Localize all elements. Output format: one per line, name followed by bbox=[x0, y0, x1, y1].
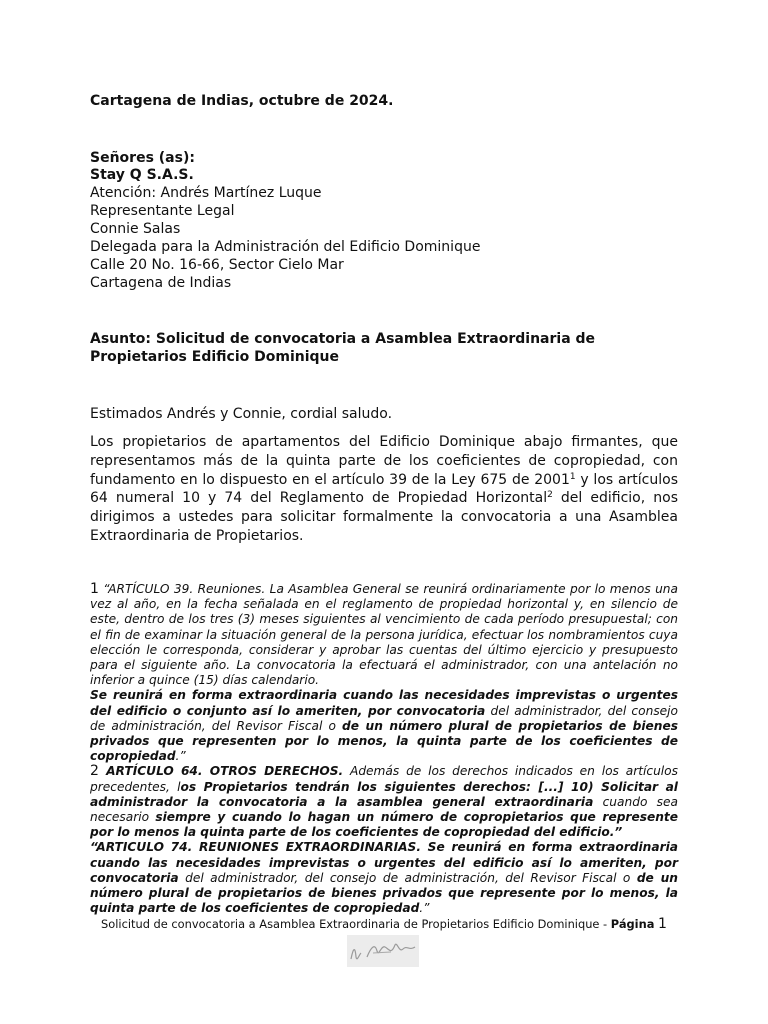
recipient-line: Atención: Andrés Martínez Luque bbox=[90, 185, 322, 201]
signature-scribble bbox=[347, 935, 419, 967]
subject-line-2: Propietarios Edificio Dominique bbox=[90, 349, 339, 365]
footer-page-label: Página bbox=[610, 917, 655, 931]
footnote-number-1: 1 bbox=[90, 581, 99, 597]
footnote-number-2: 2 bbox=[90, 763, 99, 780]
recipient-line: Cartagena de Indias bbox=[90, 275, 232, 291]
footnote-3-bold: de un número plural de propietarios de bienes privados que represente por lo menos, la quinta parte de los coeficientes de copropiedad bbox=[90, 870, 678, 916]
body-text: y los artículos 64 numeral 10 y 74 del Reglamento de Propiedad Horizontal bbox=[90, 471, 678, 507]
body-text: Los propietarios de apartamentos del Edificio Dominique abajo firmantes, que representamos más de la quinta parte de los coeficientes de copropiedad, con fundamento en lo dispuesto en el artículo 39 de la Ley 675 de 2001 bbox=[90, 434, 678, 488]
place-date: Cartagena de Indias, octubre de 2024. bbox=[90, 93, 394, 109]
body-paragraph bbox=[90, 433, 678, 546]
recipient-line: Connie Salas bbox=[90, 221, 181, 237]
recipient-line: Delegada para la Administración del Edificio Dominique bbox=[90, 239, 481, 255]
footnote-1-bold: Se reunirá en forma extraordinaria cuando las necesidades imprevistas o urgentes del edificio o conjunto así lo ameriten, por convocatoria bbox=[90, 688, 678, 718]
recipient-company: Stay Q S.A.S. bbox=[90, 167, 194, 183]
footnote-2-text: Además de los derechos indicados en los artículos precedentes, l bbox=[90, 764, 678, 794]
footnote-3-end: .” bbox=[419, 901, 430, 916]
footnote-3-text: del administrador, del consejo de administración, del Revisor Fiscal o bbox=[178, 870, 637, 885]
subject-line-1: Asunto: Solicitud de convocatoria a Asamblea Extraordinaria de bbox=[90, 331, 596, 347]
body-text: del edificio, nos dirigimos a ustedes para solicitar formalmente la convocatoria a una Asamblea Extraordinaria de Propietarios. bbox=[90, 490, 678, 544]
footnote-2-bold: os Propietarios tendrán los siguientes derechos: [...] 10) Solicitar al administrador la convocatoria a la asamblea general extraordinaria bbox=[90, 779, 678, 809]
footer-text: Solicitud de convocatoria a Asamblea Extraordinaria de Propietarios Edificio Dominique - bbox=[101, 917, 611, 931]
footnote-ref-2: 2 bbox=[547, 490, 553, 501]
footnote-3-bold: “ARTICULO 74. REUNIONES EXTRAORDINARIAS. Se reunirá en forma extraordinaria cuando las necesidades imprevistas o urgentes del edificio así lo ameriten, por convocatoria bbox=[90, 840, 678, 885]
recipient-line: Calle 20 No. 16-66, Sector Cielo Mar bbox=[90, 257, 344, 273]
salutation: Señores (as): bbox=[90, 150, 195, 166]
page-footer bbox=[0, 916, 768, 932]
footnote-2-bold: siempre y cuando lo hagan un número de copropietarios que represente por lo menos la quinta parte de los coeficientes de copropiedad del edificio.” bbox=[90, 810, 678, 840]
recipient-line: Representante Legal bbox=[90, 203, 235, 219]
footnote-2-text: cuando sea necesario bbox=[90, 794, 678, 825]
footnote-ref-1: 1 bbox=[569, 471, 576, 482]
footnote-1-end: .” bbox=[175, 749, 186, 764]
greeting: Estimados Andrés y Connie, cordial saludo. bbox=[90, 406, 393, 422]
footnote-2-bold: ARTÍCULO 64. OTROS DERECHOS. bbox=[98, 764, 344, 779]
footnote-1-text: del administrador, del consejo de administración, del Revisor Fiscal o bbox=[90, 703, 679, 733]
footer-page-number: 1 bbox=[658, 916, 667, 932]
footnotes bbox=[90, 582, 678, 916]
signature-image bbox=[347, 935, 419, 967]
footnote-1-bold: de un número plural de propietarios de bienes privados que representen por lo menos, la quinta parte de los coeficientes de copropiedad bbox=[90, 718, 678, 764]
footnote-1-text: “ARTÍCULO 39. Reuniones. La Asamblea General se reunirá ordinariamente por lo menos una vez al año, en la fecha señalada en el reglamento de propiedad horizontal y, en silencio de este, dentro de los tres (3) meses siguientes al vencimiento de cada período presupuestal; con el fin de examinar la situación general de la persona jurídica, efectuar los nombramientos cuya elección le corresponda, considerar y aprobar las cuentas del último ejercicio y presupuesto para el siguiente año. La convocatoria la efectuará el administrador, con una antelación no inferior a quince (15) días calendario. bbox=[90, 582, 678, 688]
